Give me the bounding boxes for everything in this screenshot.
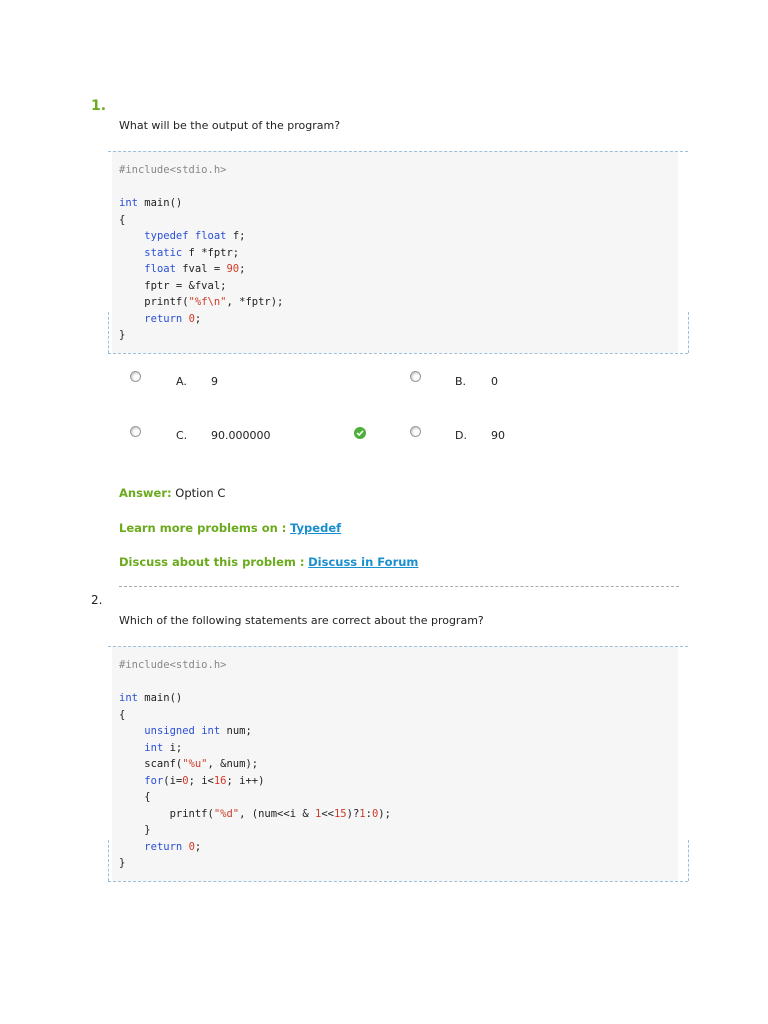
option-b-radio[interactable] bbox=[410, 371, 421, 382]
option-a-value: 9 bbox=[211, 375, 218, 388]
question-2-number: 2. bbox=[91, 593, 103, 607]
answer-value: Option C bbox=[175, 486, 226, 500]
discuss-forum-link[interactable]: Discuss in Forum bbox=[308, 555, 419, 569]
question-1-number: 1. bbox=[91, 98, 107, 114]
discuss-label: Discuss about this problem : bbox=[119, 555, 305, 569]
discuss-line bbox=[119, 555, 418, 569]
option-c-value: 90.000000 bbox=[211, 429, 271, 442]
option-d-value: 90 bbox=[491, 429, 505, 442]
learn-more-label: Learn more problems on : bbox=[119, 521, 287, 535]
answer-label: Answer: bbox=[119, 486, 172, 500]
answer-line bbox=[119, 486, 225, 500]
option-a-radio[interactable] bbox=[130, 371, 141, 382]
question-2-text: Which of the following statements are correct about the program? bbox=[119, 614, 484, 627]
option-d-letter: D. bbox=[455, 429, 467, 442]
option-b-value: 0 bbox=[491, 375, 498, 388]
code-listing-2: #include<stdio.h> int main() { unsigned int num; int i; scanf("%u", &num); for(i=0; i<16; i++) { printf("%d", (num<<i & 1<<15)?1:0); } return 0; } bbox=[119, 659, 391, 869]
option-b-letter: B. bbox=[455, 375, 467, 388]
check-circle-icon bbox=[354, 427, 366, 439]
code-listing-1: #include<stdio.h> int main() { typedef float f; static f *fptr; float fval = 90; fptr = &fval; printf("%f\n", *fptr); return 0; } bbox=[119, 164, 284, 341]
option-c-radio[interactable] bbox=[130, 426, 141, 437]
option-a-letter: A. bbox=[176, 375, 187, 388]
typedef-link[interactable]: Typedef bbox=[290, 521, 342, 535]
learn-more-line bbox=[119, 521, 341, 535]
question-1-text: What will be the output of the program? bbox=[119, 119, 341, 132]
option-c-letter: C. bbox=[176, 429, 188, 442]
option-d-radio[interactable] bbox=[410, 426, 421, 437]
question-separator bbox=[119, 586, 679, 587]
